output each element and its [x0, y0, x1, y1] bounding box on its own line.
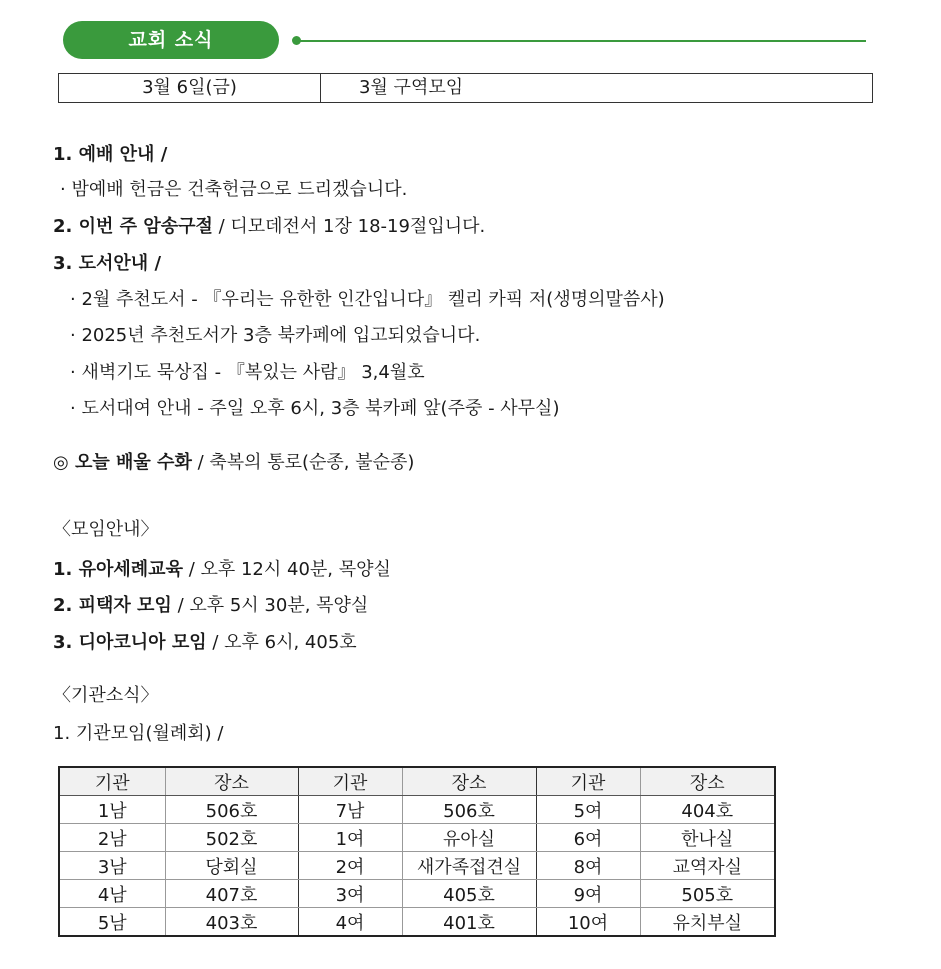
table-cell: 502호 — [165, 824, 298, 852]
table-cell: 506호 — [402, 796, 536, 824]
table-cell: 유아실 — [402, 824, 536, 852]
meeting-item — [53, 594, 368, 618]
table-cell: 7남 — [298, 796, 402, 824]
table-cell: 6여 — [536, 824, 640, 852]
table-cell: 교역자실 — [640, 852, 775, 880]
memory-text: / 디모데전서 1장 18-19절입니다. — [212, 216, 486, 237]
table-cell: 새가족접견실 — [402, 852, 536, 880]
header-divider — [300, 40, 866, 42]
meeting-name: 2. 피택자 모임 — [53, 595, 172, 616]
hymn-heading: ◎ 오늘 배울 수화 — [53, 452, 192, 473]
library-item: · 2월 추천도서 - 『우리는 유한한 인간입니다』 켈리 카픽 저(생명의말씀사) — [70, 289, 665, 310]
section-title: 교회 소식 — [63, 21, 279, 59]
table-row — [59, 880, 775, 908]
header-cell: 장소 — [165, 767, 298, 796]
table-cell: 4남 — [59, 880, 165, 908]
table-cell: 506호 — [165, 796, 298, 824]
header-cell: 장소 — [640, 767, 775, 796]
org-meeting-table — [58, 766, 776, 937]
meeting-name: 1. 유아세례교육 — [53, 559, 183, 580]
table-cell: 1남 — [59, 796, 165, 824]
date-row — [58, 73, 873, 103]
table-cell: 2여 — [298, 852, 402, 880]
orgs-heading: 1. 기관모임(월례회) / — [53, 723, 224, 744]
table-cell: 403호 — [165, 908, 298, 937]
header-cell: 기관 — [298, 767, 402, 796]
meeting-item — [53, 631, 357, 655]
table-cell: 3남 — [59, 852, 165, 880]
table-cell: 한나실 — [640, 824, 775, 852]
meeting-detail: / 오후 12시 40분, 목양실 — [182, 559, 391, 580]
memory-heading: 2. 이번 주 암송구절 — [53, 216, 213, 237]
worship-bullet: · 밤예배 헌금은 건축헌금으로 드리겠습니다. — [60, 179, 408, 200]
header-cell: 기관 — [59, 767, 165, 796]
meeting-name: 3. 디아코니아 모임 — [53, 632, 207, 653]
table-header-row — [59, 767, 775, 796]
table-cell: 유치부실 — [640, 908, 775, 937]
table-cell: 5여 — [536, 796, 640, 824]
hymn-line — [53, 451, 414, 475]
table-cell: 당회실 — [165, 852, 298, 880]
library-item: · 2025년 추천도서가 3층 북카페에 입고되었습니다. — [70, 325, 481, 346]
library-item: · 새벽기도 묵상집 - 『복있는 사람』 3,4월호 — [70, 362, 425, 383]
table-cell: 404호 — [640, 796, 775, 824]
library-item: · 도서대여 안내 - 주일 오후 6시, 3층 북카페 앞(주중 - 사무실) — [70, 398, 560, 419]
meetings-title: 〈모임안내〉 — [53, 519, 159, 540]
header-cell: 기관 — [536, 767, 640, 796]
date-cell: 3월 6일(금) — [59, 74, 321, 102]
hymn-text: / 축복의 통로(순종, 불순종) — [191, 452, 415, 473]
table-cell: 401호 — [402, 908, 536, 937]
meeting-detail: / 오후 5시 30분, 목양실 — [171, 595, 369, 616]
meeting-detail: / 오후 6시, 405호 — [206, 632, 357, 653]
table-row — [59, 824, 775, 852]
header-cell: 장소 — [402, 767, 536, 796]
table-cell: 505호 — [640, 880, 775, 908]
table-cell: 1여 — [298, 824, 402, 852]
table-cell: 10여 — [536, 908, 640, 937]
orgs-title: 〈기관소식〉 — [53, 685, 159, 706]
event-cell: 3월 구역모임 — [359, 77, 464, 98]
table-cell: 3여 — [298, 880, 402, 908]
table-cell: 8여 — [536, 852, 640, 880]
meeting-item — [53, 558, 391, 582]
table-cell: 4여 — [298, 908, 402, 937]
table-row — [59, 852, 775, 880]
worship-heading: 1. 예배 안내 / — [53, 144, 168, 165]
table-cell: 9여 — [536, 880, 640, 908]
memory-line — [53, 215, 485, 239]
table-row — [59, 908, 775, 937]
library-heading: 3. 도서안내 / — [53, 253, 162, 274]
table-cell: 5남 — [59, 908, 165, 937]
table-row — [59, 796, 775, 824]
table-cell: 407호 — [165, 880, 298, 908]
table-cell: 405호 — [402, 880, 536, 908]
table-cell: 2남 — [59, 824, 165, 852]
